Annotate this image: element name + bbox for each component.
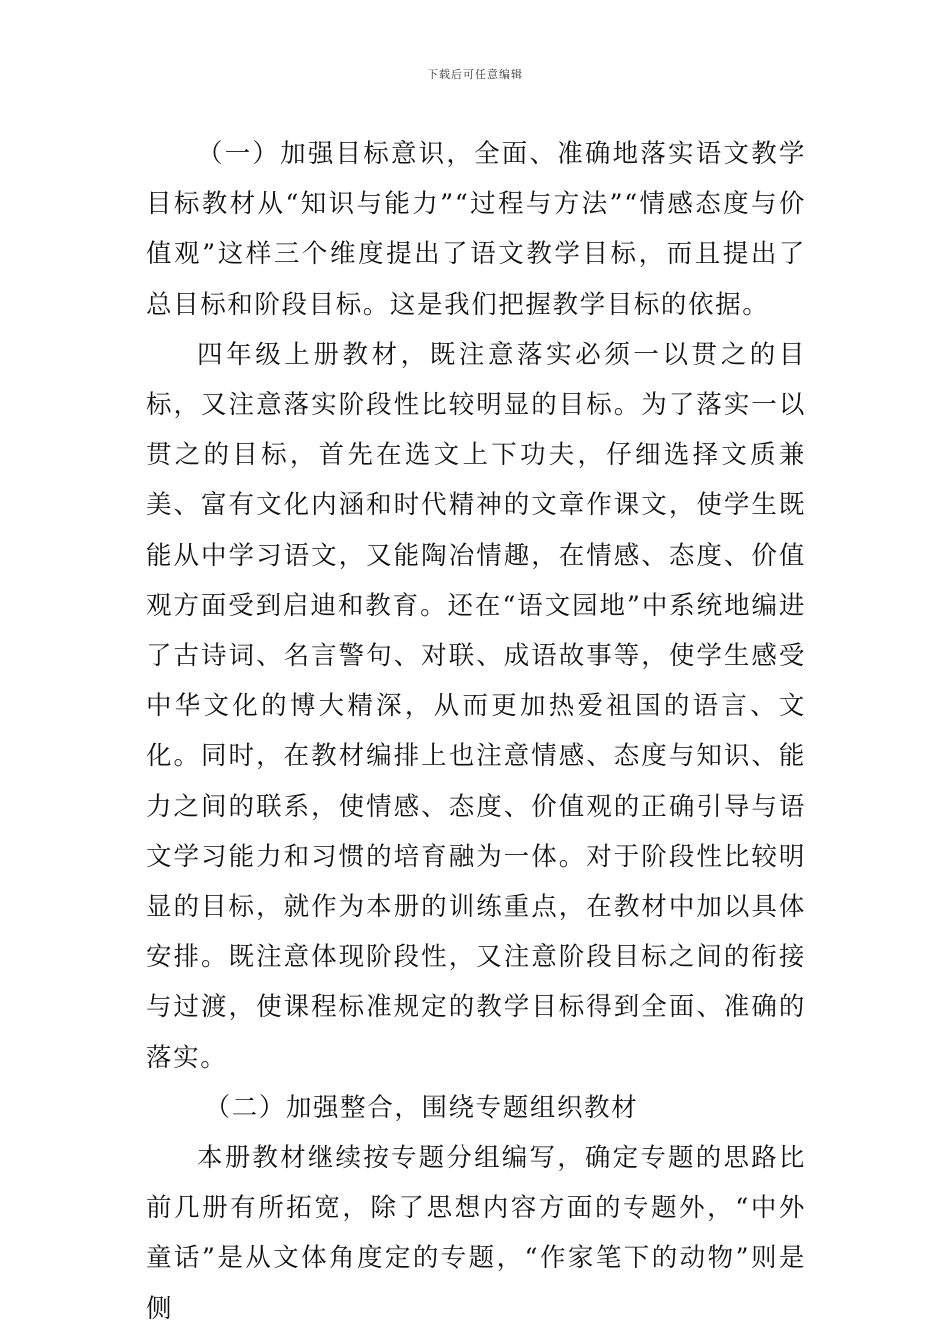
paragraph-section-one-heading: （一）加强目标意识，全面、准确地落实语文教学目标教材从“知识与能力”“过程与方法”“情感态度与价值观”这样三个维度提出了语文教学目标，而且提出了总目标和阶段目标。这是我们把握教学目标的依据。: [146, 139, 806, 320]
paragraph-topic-grouping: 本册教材继续按专题分组编写，确定专题的思路比前几册有所拓宽，除了思想内容方面的专题外，“中外童话”是从文体角度定的专题，“作家笔下的动物”则是侧: [146, 1143, 806, 1324]
document-body: [146, 129, 806, 1334]
page-header: 下载后可任意编辑: [427, 68, 523, 81]
paragraph-grade-four-textbook: 四年级上册教材，既注意落实必须一以贯之的目标，又注意落实阶段性比较明显的目标。为了落实一以贯之的目标，首先在选文上下功夫，仔细选择文质兼美、富有文化内涵和时代精神的文章作课文，使学生既能从中学习语文，又能陶冶情趣，在情感、态度、价值观方面受到启迪和教育。还在“语文园地”中系统地编进了古诗词、名言警句、对联、成语故事等，使学生感受中华文化的博大精深，从而更加热爱祖国的语言、文化。同时，在教材编排上也注意情感、态度与知识、能力之间的联系，使情感、态度、价值观的正确引导与语文学习能力和习惯的培育融为一体。对于阶段性比较明显的目标，就作为本册的训练重点，在教材中加以具体安排。既注意体现阶段性，又注意阶段目标之间的衔接与过渡，使课程标准规定的教学目标得到全面、准确的落实。: [146, 339, 806, 1073]
paragraph-section-two-heading: （二）加强整合，围绕专题组织教材: [204, 1092, 639, 1123]
